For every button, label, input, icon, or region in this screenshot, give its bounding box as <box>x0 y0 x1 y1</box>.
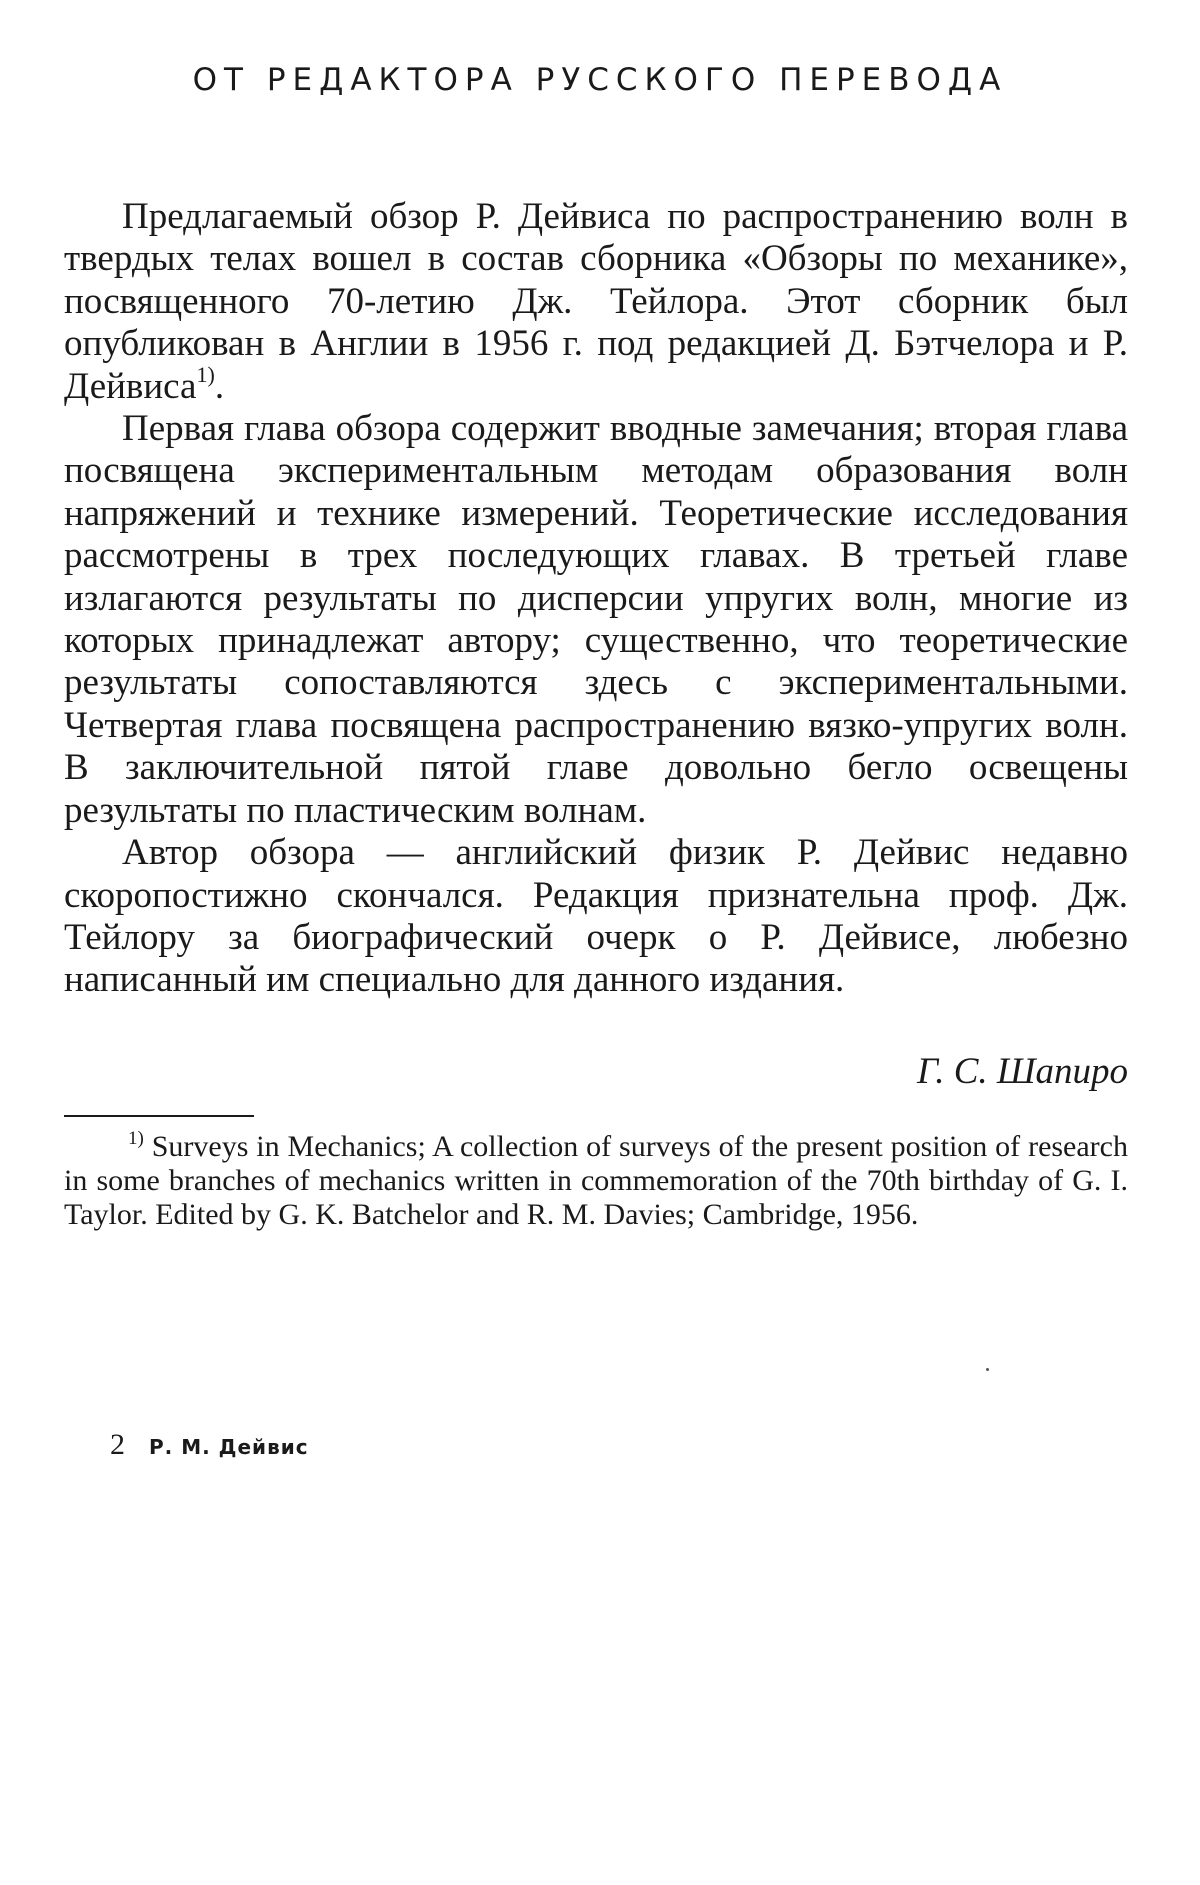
paragraph-1-end: . <box>214 365 225 407</box>
footnote-mark: 1) <box>128 1128 144 1149</box>
footnote-divider <box>64 1115 254 1117</box>
footnote <box>64 1130 1128 1232</box>
footnote-reference: 1) <box>196 361 215 387</box>
body-text <box>64 196 1128 1002</box>
print-speck <box>986 1368 989 1371</box>
signature-number: 2 <box>110 1428 125 1461</box>
signature-author-name: Р. М. Дейвис <box>149 1435 309 1459</box>
page-heading: ОТ РЕДАКТОРА РУССКОГО ПЕРЕВОДА <box>192 62 1008 98</box>
editor-signature: Г. С. Шапиро <box>916 1051 1128 1092</box>
paragraph-3: Автор обзора — английский физик Р. Дейвис недавно скоропостижно скончался. Редакция признательна проф. Дж. Тейлору за биографический очерк о Р. Дейвисе, любезно написанный им специально для данного издания. <box>64 832 1128 1001</box>
paragraph-2: Первая глава обзора содержит вводные замечания; вторая глава посвящена экспериментальным методам образования волн напряжений и технике измерений. Теоретические исследования рассмотрены в трех последующих главах. В третьей главе излагаются результаты по дисперсии упругих волн, многие из которых принадлежат автору; существенно, что теоретические результаты сопоставляются здесь с экспериментальными. Четвертая глава посвящена распространению вязко-упругих волн. В заключительной пятой главе довольно бегло освещены результаты по пластическим волнам. <box>64 408 1128 831</box>
footnote-text: Surveys in Mechanics; A collection of surveys of the present position of research in some branches of mechanics written in commemoration of the 70th birthday of G. I. Taylor. Edited by G. K. Batchelor and R. M. Davies; Cambridge, 1956. <box>64 1130 1128 1231</box>
paragraph-1 <box>64 196 1128 408</box>
printer-signature-mark <box>110 1428 309 1462</box>
paragraph-1-text: Предлагаемый обзор Р. Дейвиса по распространению волн в твердых телах вошел в состав сборника «Обзоры по механике», посвященного 70-летию Дж. Тейлора. Этот сборник был опубликован в Англии в 1956 г. под редакцией Д. Бэтчелора и Р. Дейвиса <box>64 196 1128 407</box>
